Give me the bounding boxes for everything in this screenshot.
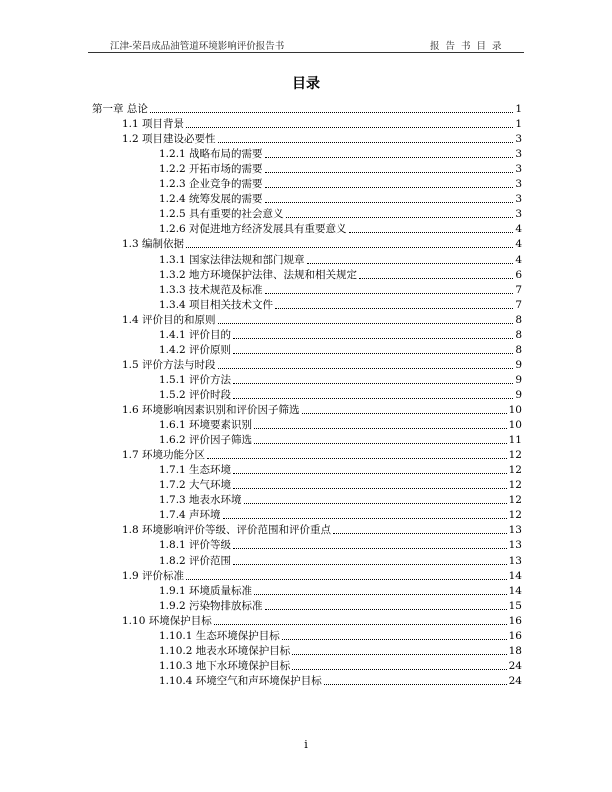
toc-dot-leader (265, 154, 514, 158)
toc-dot-leader (324, 681, 507, 685)
toc-entry-label: 1.7.4 声环境 (159, 509, 221, 522)
toc-dot-leader (275, 305, 513, 309)
toc-dot-leader (282, 636, 507, 640)
toc-entry-label: 1.5.2 评价时段 (159, 388, 232, 401)
toc-entry-label: 1.10.3 地下水环境保护目标 (159, 659, 291, 672)
toc-entry-page: 3 (515, 208, 522, 221)
toc-entry[interactable] (159, 192, 522, 206)
toc-entry-label: 1.9.1 环境质量标准 (159, 584, 253, 597)
toc-dot-leader (233, 380, 513, 384)
header-section-name: 报告书目录 (430, 41, 508, 52)
toc-dot-leader (292, 666, 506, 670)
toc-entry-label: 1.7 环境功能分区 (122, 449, 206, 462)
toc-entry-label: 1.2.5 具有重要的社会意义 (159, 208, 284, 221)
toc-entry-page: 16 (508, 614, 522, 627)
toc-entry-label: 1.10.2 地表水环境保护目标 (159, 644, 291, 657)
toc-entry-label: 1.10 环境保护目标 (122, 614, 212, 627)
page-number: i (304, 738, 308, 751)
toc-dot-leader (233, 545, 507, 549)
toc-dot-leader (218, 365, 514, 369)
toc-entry[interactable] (159, 343, 522, 357)
toc-dot-leader (233, 350, 513, 354)
toc-entry[interactable] (159, 418, 522, 432)
toc-entry-label: 1.3.1 国家法律法规和部门规章 (159, 253, 305, 266)
toc-entry[interactable] (159, 463, 522, 477)
toc-entry[interactable] (122, 117, 522, 131)
toc-entry-page: 24 (508, 674, 522, 687)
toc-entry-page: 13 (508, 554, 522, 567)
toc-dot-leader (186, 244, 513, 248)
toc-dot-leader (302, 410, 507, 414)
toc-entry-page: 12 (508, 449, 522, 462)
toc-entry-label: 1.9.2 污染物排放标准 (159, 599, 263, 612)
toc-entry[interactable] (159, 508, 522, 522)
toc-entry-page: 10 (508, 404, 522, 416)
toc-entry-page: 7 (515, 298, 522, 311)
toc-entry[interactable] (159, 328, 522, 342)
toc-entry-page: 3 (515, 193, 522, 206)
toc-dot-leader (254, 425, 507, 429)
toc-entry-label: 1.6 环境影响因素识别和评价因子筛选 (122, 404, 300, 416)
toc-entry[interactable] (159, 538, 522, 552)
toc-entry-page: 10 (508, 419, 522, 432)
toc-dot-leader (254, 591, 507, 595)
toc-entry[interactable] (159, 147, 522, 161)
toc-entry-page: 7 (515, 283, 522, 296)
toc-entry-page: 3 (515, 148, 522, 161)
toc-entry-page: 1 (515, 118, 522, 131)
toc-dot-leader (286, 214, 514, 218)
toc-entry-label: 1.3 编制依据 (122, 238, 185, 251)
toc-entry-page: 4 (515, 238, 522, 251)
toc-entry[interactable] (159, 177, 522, 191)
toc-entry-page: 13 (508, 524, 522, 537)
toc-entry[interactable] (122, 313, 522, 327)
toc-dot-leader (214, 621, 507, 625)
toc-entry[interactable] (159, 584, 522, 598)
toc-entry-label: 1.4.1 评价目的 (159, 328, 232, 341)
toc-entry[interactable] (159, 629, 522, 643)
toc-entry-label: 1.2.1 战略布局的需要 (159, 148, 263, 161)
toc-entry-label: 1.10.1 生态环境保护目标 (159, 629, 280, 642)
toc-entry-page: 8 (515, 343, 522, 356)
toc-entry[interactable] (159, 222, 522, 236)
toc-dot-leader (233, 335, 513, 339)
toc-entry-page: 15 (508, 599, 522, 612)
toc-dot-leader (244, 500, 507, 504)
toc-entry-page: 4 (515, 223, 522, 236)
toc-dot-leader (223, 515, 507, 519)
toc-dot-leader (207, 455, 507, 459)
toc-dot-leader (307, 260, 514, 264)
toc-entry-page: 8 (515, 313, 522, 326)
toc-entry-label: 1.8.1 评价等级 (159, 539, 232, 552)
toc-dot-leader (233, 485, 507, 489)
toc-dot-leader (265, 606, 507, 610)
toc-entry-label: 1.10.4 环境空气和声环境保护目标 (159, 674, 322, 687)
toc-entry-label: 1.7.2 大气环境 (159, 479, 232, 492)
toc-entry-page: 9 (515, 388, 522, 401)
toc-entry[interactable] (159, 268, 522, 282)
toc-entry[interactable] (159, 599, 522, 613)
toc-entry-label: 1.2.3 企业竞争的需要 (159, 178, 263, 191)
toc-entry[interactable] (122, 448, 522, 462)
toc-entry[interactable] (159, 493, 522, 507)
toc-dot-leader (150, 109, 513, 113)
toc-entry-label: 1.4 评价目的和原则 (122, 313, 216, 326)
toc-entry[interactable] (159, 162, 522, 176)
toc-entry[interactable] (92, 102, 522, 116)
toc-entry[interactable] (122, 614, 522, 628)
toc-entry-label: 1.2 项目建设必要性 (122, 133, 216, 146)
toc-entry-label: 1.2.2 开拓市场的需要 (159, 163, 263, 176)
toc-dot-leader (292, 651, 506, 655)
toc-entry[interactable] (159, 388, 522, 402)
toc-entry-label: 1.8 环境影响评价等级、评价范围和评价重点 (122, 524, 332, 537)
toc-dot-leader (265, 290, 514, 294)
toc-entry[interactable] (122, 358, 522, 372)
toc-dot-leader (265, 169, 514, 173)
header-document-name: 江津-荣昌成品油管道环境影响评价报告书 (110, 41, 285, 52)
toc-entry-label: 第一章 总论 (92, 103, 148, 115)
toc-entry-page: 14 (508, 569, 522, 582)
toc-dot-leader (265, 199, 514, 203)
toc-dot-leader (233, 561, 507, 565)
toc-entry-page: 13 (508, 539, 522, 552)
toc-entry-page: 12 (508, 479, 522, 492)
toc-entry-page: 18 (508, 644, 522, 657)
page-title: 目录 (292, 76, 320, 92)
toc-dot-leader (233, 470, 507, 474)
toc-entry-page: 3 (515, 133, 522, 146)
toc-entry-page: 4 (515, 253, 522, 266)
toc-entry-label: 1.3.4 项目相关技术文件 (159, 298, 274, 311)
toc-dot-leader (218, 320, 514, 324)
toc-entry[interactable] (159, 433, 522, 447)
toc-dot-leader (186, 576, 507, 580)
toc-entry-page: 14 (508, 584, 522, 597)
toc-entry[interactable] (159, 253, 522, 267)
toc-entry[interactable] (159, 674, 522, 688)
toc-entry-label: 1.2.4 统筹发展的需要 (159, 193, 263, 206)
toc-entry-page: 9 (515, 358, 522, 371)
toc-entry[interactable] (159, 298, 522, 312)
toc-entry-label: 1.4.2 评价原则 (159, 343, 232, 356)
toc-entry[interactable] (159, 207, 522, 221)
toc-entry-page: 3 (515, 163, 522, 176)
toc-dot-leader (265, 184, 514, 188)
toc-dot-leader (186, 124, 513, 128)
toc-entry[interactable] (159, 373, 522, 387)
toc-entry-label: 1.3.3 技术规范及标准 (159, 283, 263, 296)
toc-entry-page: 6 (515, 268, 522, 281)
toc-entry-label: 1.6.1 环境要素识别 (159, 419, 253, 432)
toc-entry[interactable] (122, 237, 522, 251)
toc-entry[interactable] (159, 644, 522, 658)
toc-entry-label: 1.7.3 地表水环境 (159, 494, 242, 507)
toc-entry-page: 8 (515, 328, 522, 341)
toc-entry[interactable] (122, 132, 522, 146)
toc-entry-label: 1.9 评价标准 (122, 569, 185, 582)
toc-entry-page: 12 (508, 464, 522, 477)
toc-entry[interactable] (159, 554, 522, 568)
toc-dot-leader (349, 229, 514, 233)
toc-entry-label: 1.5 评价方法与时段 (122, 358, 216, 371)
toc-entry-page: 1 (515, 103, 522, 115)
toc-entry-label: 1.3.2 地方环境保护法律、法规和相关规定 (159, 268, 358, 281)
toc-entry-label: 1.8.2 评价范围 (159, 554, 232, 567)
toc-entry-label: 1.5.1 评价方法 (159, 373, 232, 386)
toc-entry[interactable] (159, 283, 522, 297)
toc-entry-page: 24 (508, 659, 522, 672)
toc-entry-page: 11 (508, 434, 522, 447)
toc-entry-label: 1.2.6 对促进地方经济发展具有重要意义 (159, 223, 347, 236)
toc-entry[interactable] (159, 478, 522, 492)
toc-entry[interactable] (122, 403, 522, 417)
running-header (88, 38, 524, 51)
toc-entry[interactable] (159, 659, 522, 673)
toc-entry-page: 12 (508, 494, 522, 507)
toc-entry-page: 12 (508, 509, 522, 522)
toc-entry-label: 1.1 项目背景 (122, 118, 185, 131)
toc-entry-label: 1.6.2 评价因子筛选 (159, 434, 253, 447)
header-rule (88, 52, 524, 53)
toc-entry-label: 1.7.1 生态环境 (159, 464, 232, 477)
toc-dot-leader (359, 275, 513, 279)
toc-entry-page: 3 (515, 178, 522, 191)
toc-entry[interactable] (122, 569, 522, 583)
toc-entry[interactable] (122, 523, 522, 537)
toc-entry-page: 16 (508, 629, 522, 642)
toc-dot-leader (218, 139, 514, 143)
toc-dot-leader (333, 530, 507, 534)
toc-entry-page: 9 (515, 373, 522, 386)
toc-dot-leader (233, 395, 513, 399)
toc-dot-leader (254, 440, 507, 444)
